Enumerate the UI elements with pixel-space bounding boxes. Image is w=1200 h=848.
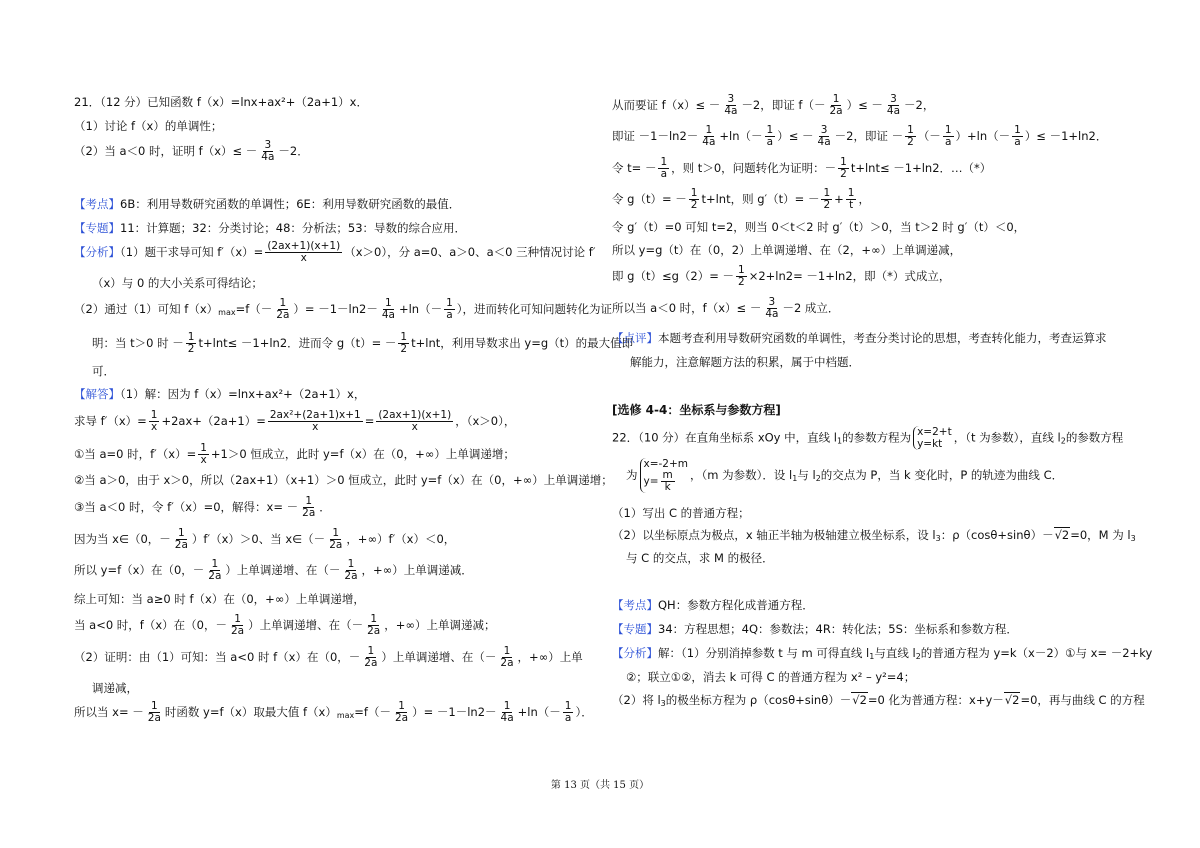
zhuanti: 【专题】11：计算题；32：分类讨论；48：分析法；53：导数的综合应用． — [74, 221, 467, 235]
fenxi-line2: （x）与 0 的大小关系可得结论； — [92, 276, 263, 290]
monotonic-line: 所以 y=f（x）在（0，－ $\frac{1}{2a}$ ）上单调递增、在（－ $\frac{1}{2a}$ ，+∞）上单调递减． — [74, 558, 473, 583]
fenxi-22-line1: 【分析】解：（1）分别消掉参数 t 与 m 可得直线 $l_1$与直线 $l_2$的普通方程为 y=k（x－2）①与 x= －2+ky — [612, 646, 1153, 661]
kaodian-22: 【考点】QH：参数方程化成普通方程． — [612, 598, 814, 612]
dianping-line2: 解能力，注意解题方法的积累，属于中档题． — [630, 355, 860, 369]
summary-line1: 综上可知：当 a≥0 时 f（x）在（0，+∞）上单调递增， — [74, 592, 365, 606]
dianping-line1: 【点评】本题考查利用导数研究函数的单调性，考查分类讨论的思想，考查转化能力，考查运算求 — [612, 331, 1107, 345]
q21-part1: （1）讨论 f（x）的单调性； — [74, 119, 223, 133]
q22-part1: （1）写出 C 的普通方程； — [612, 506, 750, 520]
r-line7: 即 g（t）≤g（2）= － $\frac{1}{2}$ ×2+ln2= －1+ln2，即（*）式成立， — [612, 264, 951, 289]
case-3: ③当 a＜0 时，令 f′（x）=0，解得：x= － $\frac{1}{2a}$ ． — [74, 495, 331, 520]
q21-part2: （2）当 a＜0 时，证明 f（x）≤ － $\frac{3}{4a}$ －2． — [74, 139, 309, 164]
r-line1: 从而要证 f（x）≤ － $\frac{3}{4a}$ －2，即证 f（－ $\frac{1}{2a}$ ）≤ － $\frac{3}{4a}$ －2， — [612, 93, 935, 118]
r-line3: 令 t= － $\frac{1}{a}$ ，则 t＞0，问题转化为证明：－ $\frac{1}{2}$ t+lnt≤ －1+ln2．…（*） — [612, 156, 992, 181]
zhuanti-22: 【专题】34：方程思想；4Q：参数法；4R：转化法；5S：坐标系和参数方程． — [612, 622, 1018, 636]
interval-line: 因为当 x∈（0，－ $\frac{1}{2a}$ ）f′（x）＞0、当 x∈（－ $\frac{1}{2a}$ ，+∞）f′（x）＜0， — [74, 527, 456, 552]
r-line8: 所以当 a＜0 时，f（x）≤ － $\frac{3}{4a}$ －2 成立． — [612, 296, 840, 321]
r-line6: 所以 y=g（t）在（0，2）上单调递增、在（2，+∞）上单调递减， — [612, 243, 962, 257]
question-21: 21．（12 分）已知函数 f（x）=lnx+ax²+（2a+1）x． — [74, 95, 368, 109]
kaodian: 【考点】6B：利用导数研究函数的单调性；6E：利用导数研究函数的最值． — [74, 197, 461, 211]
jieda-line1: 【解答】（1）解：因为 f（x）=lnx+ax²+（2a+1）x， — [74, 387, 366, 401]
section-heading: [选修 4-4：坐标系与参数方程] — [612, 403, 781, 417]
fenxi-line1: 【分析】（1）题干求导可知 f′（x）= $\frac{(2ax+1)(x+1)}{x}$ （x＞0），分 a=0、a＞0、a＜0 三种情况讨论 f′ — [74, 240, 596, 265]
fenxi-line5: 可． — [92, 364, 115, 378]
proof-line2: 调递减， — [92, 681, 138, 695]
r-line2: 即证 －1－ln2－ $\frac{1}{4a}$ +ln（－ $\frac{1}{a}$ ）≤ － $\frac{3}{4a}$ －2，即证 － $\frac{1}{2}$ （－ $\frac{1}{a}$ ）+ln（－ $\frac{1}{a}$ ）≤ －1+ln2． — [612, 124, 1108, 149]
fenxi-line4: 明：当 t＞0 时 － $\frac{1}{2}$ t+lnt≤ －1+ln2．进而令 g（t）= － $\frac{1}{2}$ t+lnt，利用导数求出 y=g（t）的最大值即 — [92, 331, 634, 356]
r-line5: 令 g′（t）=0 可知 t=2，则当 0＜t＜2 时 g′（t）＞0，当 t＞2 时 g′（t）＜0， — [612, 220, 1026, 234]
jieda-line2: 求导 f′（x）= $\frac{1}{x}$ +2ax+（2a+1）= $\frac{\text{2ax²+(2a+1)x+1}}{x}$ = $\frac{(2ax+1)(x+1)}{x}$ ，（x＞0）， — [74, 409, 516, 434]
page-footer: 第 13 页（共 15 页） — [550, 780, 650, 791]
fenxi-22-line3: （2）将 $l_3$的极坐标方程为 ρ（cosθ+sinθ）－√2=0 化为普通方程：x+y－√2=0，再与曲线 C 的方程 — [612, 693, 1145, 708]
proof-line1: （2）证明：由（1）可知：当 a<0 时 f（x）在（0，－ $\frac{1}{2a}$ ）上单调递增、在（－ $\frac{1}{2a}$ ，+∞）上单 — [74, 645, 583, 670]
q22-part2: （2）以坐标原点为极点，x 轴正半轴为极轴建立极坐标系，设 $l_3$：ρ（cosθ+sinθ）－√2=0，M 为 $l_3$ — [612, 528, 1136, 543]
question-22-b: 为x=-2+m y= $\frac{m}{k}$ ，（m 为参数）．设 $l_1$与 $l_2$的交点为 P，当 k 变化时，P 的轨迹为曲线 C． — [626, 458, 1064, 494]
question-22: 22．（10 分）在直角坐标系 xOy 中，直线 $l_1$的参数方程为 x=2+t y=kt ，（t 为参数），直线 $l_2$的参数方程 — [612, 426, 1124, 451]
case-2: ②当 a＞0，由于 x＞0，所以（2ax+1）（x+1）＞0 恒成立，此时 y=f（x）在（0，+∞）上单调递增； — [74, 473, 613, 487]
case-1: ①当 a=0 时，f′（x）= $\frac{1}{x}$ +1＞0 恒成立，此时 y=f（x）在（0，+∞）上单调递增； — [74, 442, 515, 467]
r-line4: 令 g（t）= － $\frac{1}{2}$ t+lnt，则 g′（t）= － $\frac{1}{2}$ + $\frac{1}{t}$ ， — [612, 187, 870, 212]
fenxi-line3: （2）通过（1）可知 $f(x)_{max}=f(-$ $\frac{1}{2a}$ ）= －1－ln2－ $\frac{1}{4a}$ +ln（－ $\frac{1}{a}$ ），进而转化可知问题转化为证 — [74, 297, 613, 322]
q22-part2-b: 与 C 的交点，求 M 的极径． — [626, 551, 774, 565]
fenxi-22-line2: ②；联立①②，消去 k 可得 C 的普通方程为 x² – y²=4； — [626, 670, 916, 684]
summary-line2: 当 a<0 时，f（x）在（0，－ $\frac{1}{2a}$ ）上单调递增、在（－ $\frac{1}{2a}$ ，+∞）上单调递减； — [74, 613, 496, 638]
proof-line3: 所以当 x= － $\frac{1}{2a}$ 时函数 y=f（x）取最大值 $f(x)_{max}=f(-$ $\frac{1}{2a}$ ）= －1－ln2－ $\frac{1}{4a}$ +ln（－ $\frac{1}{a}$ ）． — [74, 700, 593, 725]
